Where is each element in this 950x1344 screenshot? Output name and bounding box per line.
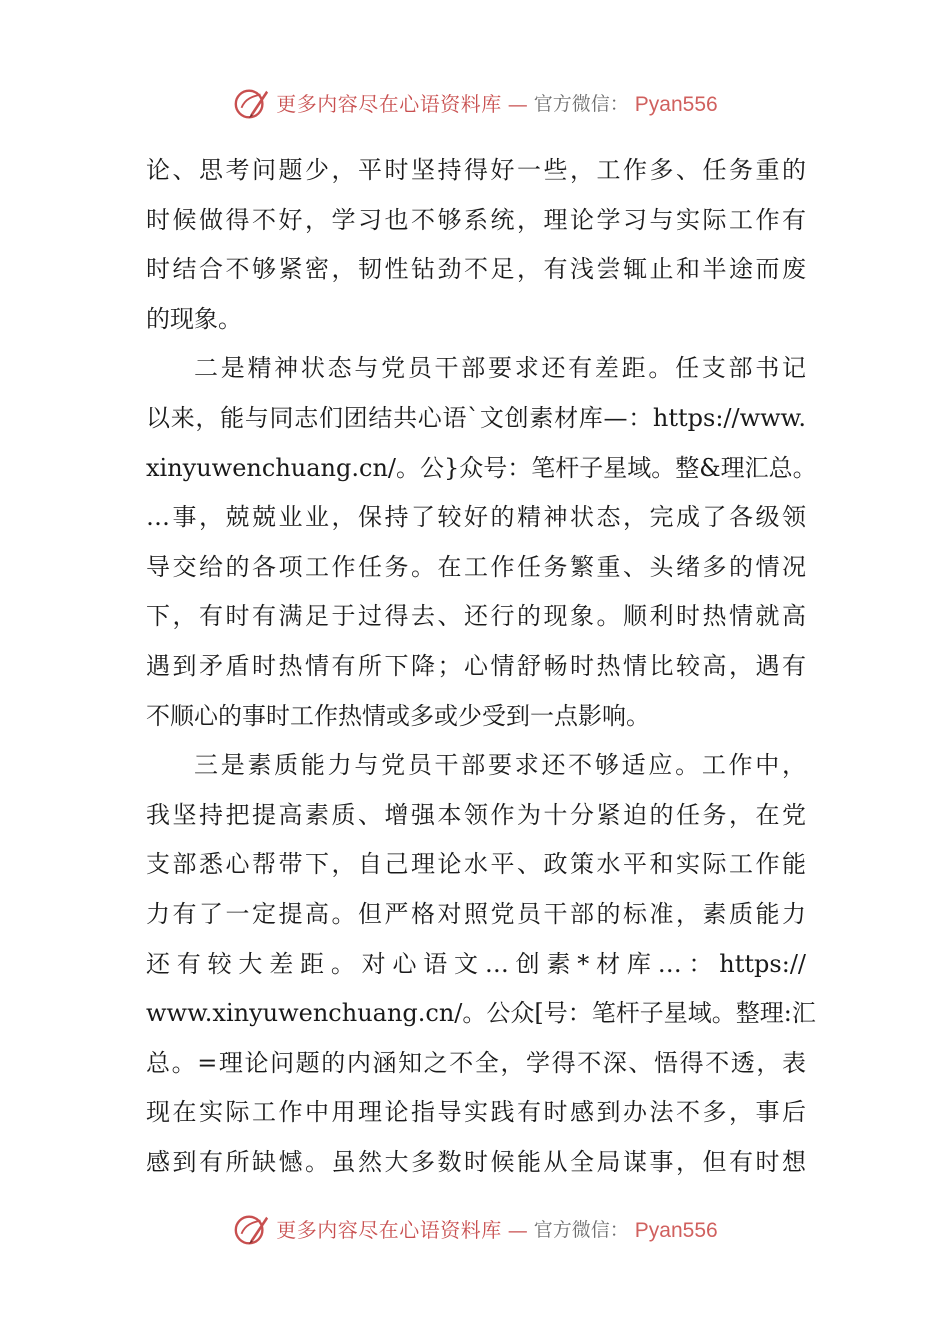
text-line: 支部悉心帮带下，自己理论水平、政策水平和实际工作能 — [146, 850, 806, 879]
text-line: www.xinyuwenchuang.cn/。公众[号：笔杆子星域。整理:汇 — [146, 999, 816, 1028]
text-line: 遇到矛盾时热情有所下降；心情舒畅时热情比较高，遇有 — [146, 651, 806, 680]
text-line: 时候做得不好，学习也不够系统，理论学习与实际工作有 — [146, 205, 806, 234]
banner-label: 官方微信： — [533, 1218, 629, 1241]
banner-label: 官方微信： — [533, 92, 629, 115]
text-line: 力有了一定提高。但严格对照党员干部的标准，素质能力 — [146, 899, 806, 928]
text-line: 导交给的各项工作任务。在工作任务繁重、头绪多的情况 — [146, 552, 806, 581]
text-line: …事，兢兢业业，保持了较好的精神状态，完成了各级领 — [146, 503, 806, 532]
banner-dash: — — [507, 1218, 528, 1242]
document-body — [146, 146, 817, 1187]
text-line: xinyuwenchuang.cn/。公}众号：笔杆子星域。整&理汇总。 — [146, 453, 817, 482]
text-line: 不顺心的事时工作热情或多或少受到一点影响。 — [146, 701, 650, 730]
banner-main-text: 更多内容尽在心语资料库 — [276, 92, 502, 116]
page-footer — [0, 1208, 950, 1252]
page-header — [0, 82, 950, 126]
header-banner — [232, 85, 717, 123]
text-line: 还有较大差距。对心语文…创素*材库…：https:// — [146, 949, 806, 978]
pen-logo-icon — [232, 1211, 270, 1249]
paragraph-start-line: 二是精神状态与党员干部要求还有差距。任支部书记 — [194, 354, 806, 383]
text-line: 下，有时有满足于过得去、还行的现象。顺利时热情就高 — [146, 602, 806, 631]
text-line: 以来，能与同志们团结共心语`文创素材库—：https://www. — [146, 403, 806, 432]
banner-main-text: 更多内容尽在心语资料库 — [276, 1218, 502, 1242]
banner-dash: — — [507, 92, 528, 116]
text-line: 我坚持把提高素质、增强本领作为十分紧迫的任务，在党 — [146, 800, 806, 829]
pen-logo-icon — [232, 85, 270, 123]
paragraph-start-line: 三是素质能力与党员干部要求还不够适应。工作中， — [194, 751, 806, 780]
banner-wechat-id: Pyan556 — [634, 92, 718, 116]
text-line: 的现象。 — [146, 304, 242, 333]
text-line: 现在实际工作中用理论指导实践有时感到办法不多，事后 — [146, 1098, 806, 1127]
footer-banner — [232, 1211, 717, 1249]
text-line: 总。=理论问题的内涵知之不全，学得不深、悟得不透，表 — [146, 1048, 806, 1077]
text-line: 时结合不够紧密，韧性钻劲不足，有浅尝辄止和半途而废 — [146, 255, 806, 284]
banner-wechat-id: Pyan556 — [634, 1218, 718, 1242]
text-line: 感到有所缺憾。虽然大多数时候能从全局谋事，但有时想 — [146, 1147, 806, 1176]
text-line: 论、思考问题少，平时坚持得好一些，工作多、任务重的 — [146, 156, 806, 184]
